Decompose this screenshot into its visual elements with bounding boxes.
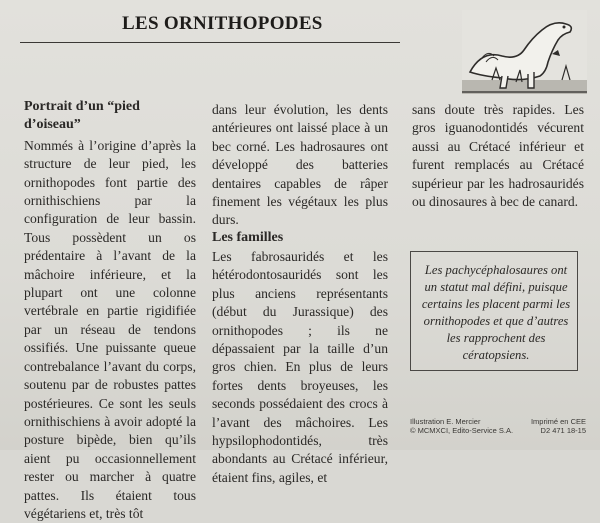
card-code: D2 471 18-15	[540, 426, 586, 435]
credits-left	[410, 417, 513, 435]
section-body-familles: Les fabrosauridés et les hétérodontosauridés sont les plus anciens représentants (début du Jurassique) des ornithopodes ; ils ne dépassaient par la taille d’un gros chien. En plus de leurs fortes dents broyeuses, les seconds possédaient des crocs à l’avant des mâchoires. Les hypsilophodontidés, très abondants au Crétacé inférieur, étaient fins, agiles, et	[212, 249, 388, 485]
column-3	[412, 101, 584, 211]
illustration-credit: Illustration E. Mercier	[410, 417, 481, 426]
column-2-top	[212, 101, 388, 230]
printed-notice: Imprimé en CEE	[530, 417, 586, 426]
page-title: LES ORNITHOPODES	[122, 13, 323, 34]
column-1	[24, 98, 196, 523]
column-3-text: sans doute très rapides. Les gros iguanodontidés vécurent aussi au Crétacé inférieur et furent remplacés au Crétacé supérieur par les hadrosauridés ou dinosaures à bec de canard.	[412, 102, 584, 210]
section-heading-portrait: Portrait d’un “pied d’oiseau”	[24, 99, 140, 133]
column-2-text: dans leur évolution, les dents antérieures ont laissé place à un bec corné. Les hadrosaures ont développé des batteries dentaires capables de râper finement les végétaux les plus durs.	[212, 102, 388, 228]
boxed-note: Les pachycéphalosaures ont un statut mal défini, puisque certains les placent parmi les ornithopodes et que d’autres les rapprochent des cératopsiens.	[410, 251, 578, 371]
section-heading-familles: Les familles	[212, 230, 284, 245]
copyright-notice: © MCMXCI, Edito-Service S.A.	[410, 426, 514, 435]
column-2-bottom	[212, 248, 388, 487]
dinosaur-illustration	[462, 10, 587, 94]
credits-right	[530, 417, 586, 435]
section-body-portrait: Nommés à l’origine d’après la structure de leur pied, les ornithopodes font partie des ornithischiens par la configuration de leur bassin. Tous possèdent un os prédentaire à l’avant de la mâchoire inférieure, et la plupart ont une colonne vertébrale en partie rigidifiée par un réseau de tendons ossifiés. Une puissante queue contrebalance l’avant du corps, soutenu par de robustes pattes postérieures. Ce sont les seuls ornithischiens à avoir adopté la posture bipède, bien qu’ils aient pu occasionnellement rester ou marcher à quatre pattes. Ils étaient tous végétariens et, très tôt	[24, 137, 196, 521]
